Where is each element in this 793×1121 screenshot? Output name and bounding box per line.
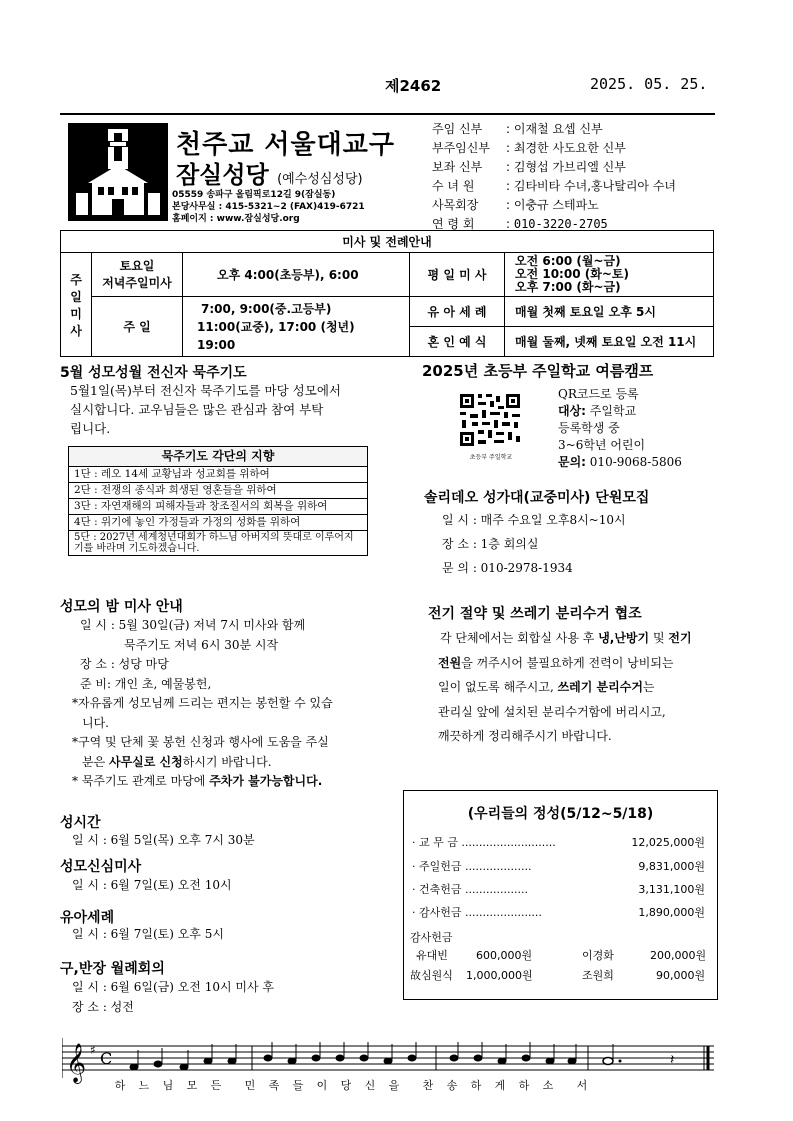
infant-baptism-title: 유아세례	[60, 910, 115, 926]
offering-row: · 감사헌금 ......................	[412, 906, 542, 919]
infant-baptism-line: 일 시 : 6월 7일(토) 오후 5시	[72, 927, 224, 941]
marian-night-title: 성모의 밤 미사 안내	[60, 599, 183, 615]
holy-hour-title: 성시간	[60, 815, 101, 831]
district-meeting-body: 일 시 : 6월 6일(금) 오전 10시 미사 후 장 소 : 성전	[72, 980, 274, 1014]
header-rule	[60, 113, 715, 115]
parish-office-phone: 본당사무실 : 415-5321~2 (FAX)419-6721	[172, 202, 365, 212]
qr-code-icon	[458, 392, 522, 448]
thanks-name: 故심원식	[410, 969, 453, 982]
thanks-title: 감사헌금	[410, 931, 453, 944]
district-meeting-title: 구,반장 월례회의	[60, 961, 165, 977]
choir-title: 솔리데오 성가대(교중미사) 단원모집	[424, 490, 650, 506]
thanks-name: 이경화	[582, 949, 614, 962]
issue-date: 2025. 05. 25.	[590, 75, 708, 93]
staff-row: 연 령 회 : 010-3220-2705	[432, 217, 608, 231]
camp-body: QR코드로 등록 대상: 주일학교 등록학생 중 3~6학년 어린이 문의: 010-9068-5806	[558, 387, 682, 469]
offering-amount: 9,831,000원	[638, 860, 705, 873]
rosary-body: 5월1일(목)부터 전신자 묵주기도를 마당 성모에서 실시합니다. 교우님들은 많은 관심과 참여 부탁 립니다.	[70, 383, 341, 436]
svg-text:𝄽: 𝄽	[670, 1052, 675, 1068]
wedding-value: 매월 둘째, 넷째 토요일 오전 11시	[505, 327, 714, 357]
weekday-mass-label: 평 일 미 사	[410, 253, 505, 297]
thanks-amount: 600,000원	[476, 949, 533, 962]
hymn-lyrics: 하 느 님 모 든 민 족 들 이 당 신 을 찬 송 하 게 하 소 서	[114, 1079, 588, 1092]
intention-row: 3단 : 자연재해의 피해자들과 창조질서의 회복을 위하여	[69, 499, 368, 515]
parish-name-line2	[176, 155, 363, 190]
parish-name: 잠실성당	[176, 161, 269, 189]
infant-baptism-label: 유 아 세 례	[410, 297, 505, 327]
staff-row: 사목회장 : 이충규 스테파노	[432, 198, 599, 212]
intentions-title: 묵주기도 각단의 지향	[69, 447, 368, 467]
marian-devotion-line: 일 시 : 6월 7일(토) 오전 10시	[72, 878, 232, 892]
parish-subtitle: (예수성심성당)	[277, 172, 363, 187]
marian-night-body: 일 시 : 5월 30일(금) 저녁 7시 미사와 함께 묵주기도 저녁 6시 30분 시작 장 소 : 성당 마당 준 비: 개인 초, 예물봉헌, *자유롭게 성모님께 드리는 편지는 봉헌할 수 있습 니다. *구역 및 단체 꽃 봉헌 신청과 행사에 도움을 주실 분은 사무실로 신청하시기 바랍니다. * 묵주기도 관계로 마당에 주차가 불가능합니다.	[72, 618, 333, 788]
energy-body: 각 단체에서는 회합실 사용 후 냉,난방기 및 전기 전원을 꺼주시어 불필요하게 전력이 낭비되는 일이 없도록 해주시고, 쓰레기 분리수거는 관리실 앞에 설치된 분리수거함에 버리시고, 깨끗하게 정리해주시기 바랍니다.	[438, 631, 692, 743]
energy-title: 전기 절약 및 쓰레기 분리수거 협조	[428, 606, 642, 622]
offerings-title: (우리들의 정성(5/12~5/18)	[467, 806, 654, 822]
offering-row: · 건축헌금 ..................	[412, 883, 528, 896]
staff-list	[432, 120, 676, 234]
parish-homepage: 홈페이지 : www.잠실성당.org	[172, 214, 300, 224]
svg-text:♯: ♯	[90, 1043, 96, 1057]
sunday-mass-times: 7:00, 9:00(중.고등부) 11:00(교중), 17:00 (청년) 19:00	[183, 297, 410, 357]
staff-row: 부주임신부 : 최경한 사도요한 신부	[432, 141, 626, 155]
svg-text:𝄞: 𝄞	[66, 1043, 87, 1083]
thanks-amount: 200,000원	[650, 949, 707, 962]
mass-table-title: 미사 및 전례안내	[61, 231, 714, 253]
offering-amount: 12,025,000원	[631, 836, 705, 849]
choir-body: 일 시 : 매주 수요일 오후8시~10시 장 소 : 1층 회의실 문 의 : 010-2978-1934	[442, 513, 626, 575]
church-logo-icon	[68, 123, 168, 221]
infant-baptism-value: 매월 첫째 토요일 오후 5시	[505, 297, 714, 327]
offering-row: · 교 무 금 ...........................	[412, 836, 556, 849]
mass-schedule-table	[60, 230, 714, 357]
rosary-title: 5월 성모성월 전신자 묵주기도	[60, 365, 247, 381]
offering-row: · 주일헌금 ...................	[412, 860, 532, 873]
qr-caption: 초등부 주일학교	[469, 454, 513, 461]
intention-row: 2단 : 전쟁의 종식과 희생된 영혼들을 위하여	[69, 483, 368, 499]
thanks-amount: 90,000원	[656, 969, 706, 982]
parish-name-line1: 천주교 서울대교구	[176, 130, 395, 160]
sunday-label: 주 일	[92, 297, 183, 357]
camp-title: 2025년 초등부 주일학교 여름캠프	[422, 362, 654, 380]
offerings-box	[403, 790, 718, 1000]
issue-number: 제2462	[385, 77, 442, 95]
intention-row: 1단 : 레오 14세 교황님과 성교회를 위하여	[69, 467, 368, 483]
saturday-mass-label: 토요일 저녁주일미사	[92, 253, 183, 297]
staff-row: 주임 신부 : 이재철 요셉 신부	[432, 122, 603, 136]
intention-row: 5단 : 2027년 세계청년대회가 하느님 아버지의 뜻대로 이루어지기를 바라며 기도하겠습니다.	[69, 531, 368, 556]
weekday-mass-times: 오전 6:00 (월~금) 오전 10:00 (화~토) 오후 7:00 (화~금)	[505, 253, 714, 297]
thanks-name: 유대빈	[416, 949, 448, 962]
rosary-intentions-table	[68, 446, 368, 556]
staff-row: 수 녀 원 : 김타비타 수녀,홍나탈리아 수녀	[432, 179, 676, 193]
holy-hour-line: 일 시 : 6월 5일(목) 오후 7시 30분	[72, 833, 255, 847]
intention-row: 4단 : 위기에 놓인 가정들과 가정의 성화를 위하여	[69, 515, 368, 531]
saturday-mass-time: 오후 4:00(초등부), 6:00	[183, 253, 410, 297]
staff-row: 보좌 신부 : 김형섭 가브리엘 신부	[432, 160, 626, 174]
marian-devotion-title: 성모신심미사	[60, 859, 142, 875]
svg-text:C: C	[100, 1049, 113, 1068]
sunday-mass-label: 주일 미사	[61, 253, 92, 357]
parish-address: 05559 송파구 올림픽로12길 9(잠실동)	[172, 190, 336, 200]
thanks-name: 조원희	[582, 969, 614, 982]
wedding-label: 혼 인 예 식	[410, 327, 505, 357]
offering-amount: 1,890,000원	[638, 906, 705, 919]
thanks-amount: 1,000,000원	[466, 969, 533, 982]
offering-amount: 3,131,100원	[638, 883, 705, 896]
